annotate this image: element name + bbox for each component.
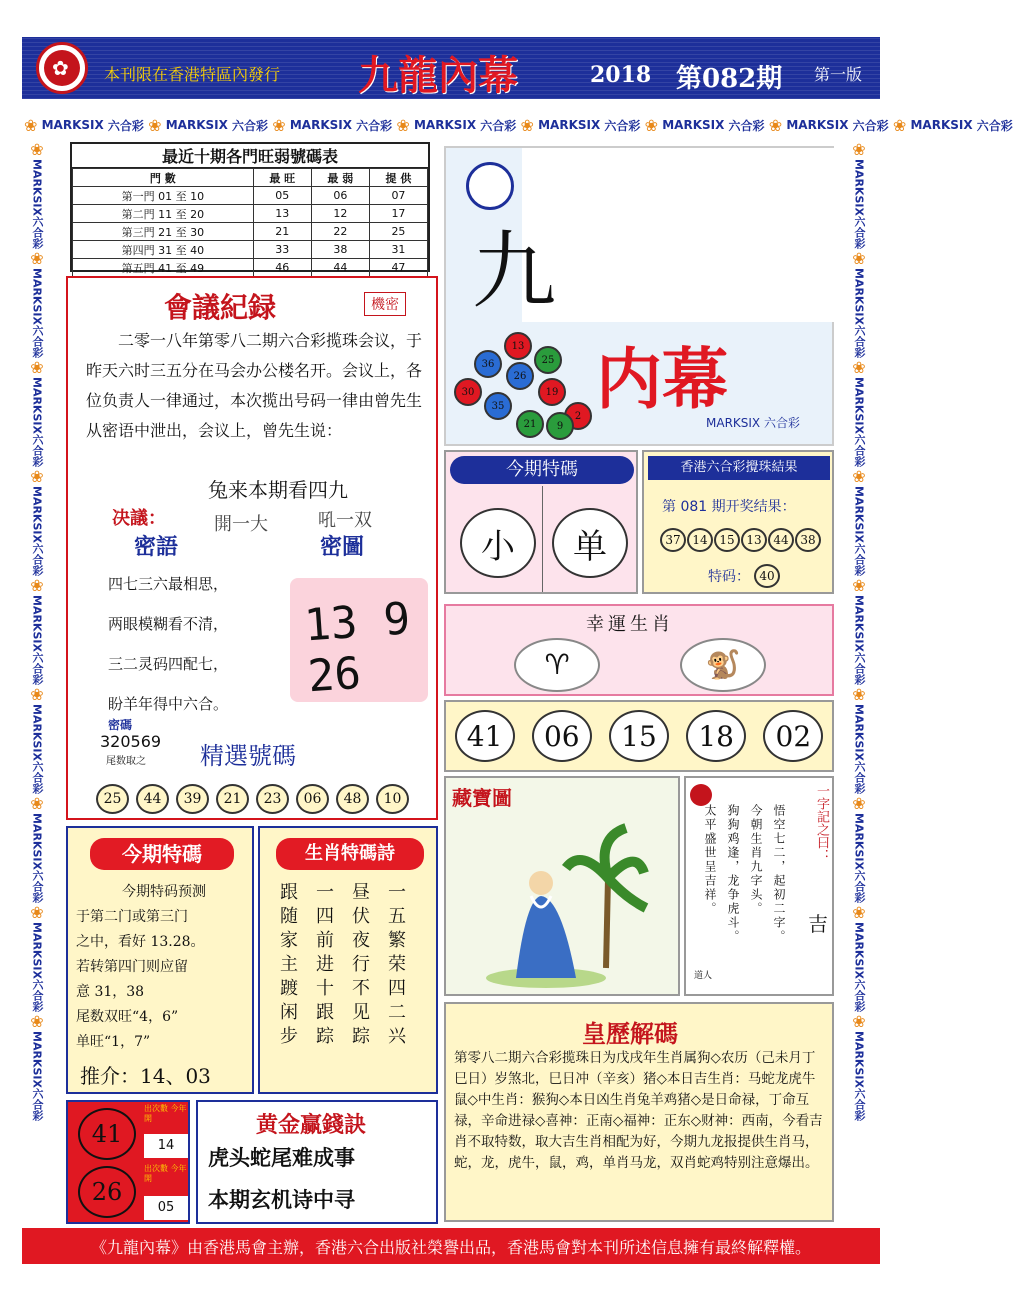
selected-numbers bbox=[96, 784, 409, 814]
special-lines: 今期特码预测 于第二门或第三门 之中，看好 13.28。 若转第四门则应留 意 31，38 尾数双旺“4，6” 单旺“1，7” bbox=[76, 884, 206, 1050]
lucky-numbers-panel bbox=[444, 700, 834, 772]
zodiac-poem-title: 生肖特碼詩 bbox=[276, 838, 424, 870]
gold-number-2: 26 bbox=[78, 1166, 136, 1218]
flower-icon: ❀ bbox=[892, 115, 907, 135]
divider bbox=[542, 486, 543, 592]
cover-panel bbox=[444, 146, 834, 446]
gold-formula-panel bbox=[196, 1100, 438, 1224]
lucky-ball: 18 bbox=[686, 710, 746, 762]
resolution-2: 吼一双 bbox=[318, 510, 372, 531]
gold-labels: 出次數 今年開 bbox=[144, 1104, 188, 1134]
today-special-title: 今期特碼 bbox=[450, 456, 634, 484]
seal-icon bbox=[690, 784, 712, 806]
special-small: 小 bbox=[460, 508, 536, 578]
lucky-ball: 15 bbox=[609, 710, 669, 762]
flower-icon: ❀ bbox=[520, 115, 534, 135]
gold-line-2: 本期玄机诗中寻 bbox=[208, 1188, 355, 1212]
almanac-body: 第零八二期六合彩揽珠日为戊戌年生肖属狗◇农历（己未月丁巳日）岁煞北，巳日冲（辛亥）猪◇本日吉生肖：马蛇龙虎牛鼠◇中生肖：猴狗◇本日凶生肖兔羊鸡猪◇是日命禄，丁命互禄，辛命进禄◇喜神：正南◇福神：正东◇财神：西南，今看吉肖不取特数，取大吉生肖相配为好，今期九龙报提供生肖马，蛇，龙，虎牛，鼠，鸡，单肖马龙，双肖蛇鸡特别注意爆出。 bbox=[454, 1050, 823, 1171]
cover-blank bbox=[522, 148, 834, 322]
meeting-body: 二零一八年第零八二期六合彩揽珠会议，于昨天六时三五分在马会办公楼名开。会议上，各位负责人一律通过，本次揽出号码一律由曾先生从密语中泄出，会议上，曾先生说： bbox=[86, 331, 423, 440]
result-ball: 38 bbox=[795, 528, 821, 552]
code-label: 密碼 bbox=[108, 718, 133, 732]
edition-label: 第一版 bbox=[814, 65, 863, 84]
lottery-ball: 35 bbox=[484, 392, 512, 420]
gold-line-1: 虎头蛇尾难成事 bbox=[208, 1146, 355, 1170]
meeting-record-panel bbox=[66, 276, 438, 820]
flower-icon: ❀ bbox=[644, 115, 659, 135]
zodiac-poem-panel bbox=[258, 826, 438, 1094]
signature: 道人 bbox=[694, 971, 713, 981]
result-special-label: 特码： bbox=[708, 569, 750, 585]
door-numbers-table bbox=[70, 142, 430, 275]
today-special-panel bbox=[444, 450, 638, 594]
column-header: 門 數 bbox=[73, 169, 254, 187]
gold-count-1: 14 bbox=[144, 1134, 188, 1158]
resolution-1: 開一大 bbox=[214, 514, 268, 535]
marksix-strip-top: ❀ MARKSIX 六合彩 ❀ MARKSIX 六合彩 ❀ MARKSIX 六合彩 ❀ MARKSIX 六合彩 ❀ MARKSIX 六合彩 ❀ MARKSIX 六合彩 ❀ MARKSIX 六合彩 ❀ MARKSIX 六合彩 bbox=[24, 115, 1013, 135]
secret-verse: 四七三六最相思， 两眼模糊看不清， 三二灵码四配七， 盼羊年得中六合。 bbox=[108, 575, 229, 713]
one-word-verse: 悟空七二，起初二字。 今朝生肖九字头。 狗狗鸡逢，龙争虎斗。 太平盛世呈吉祥。 bbox=[703, 804, 786, 944]
lucky-ball: 41 bbox=[455, 710, 515, 762]
goat-icon: ♈ bbox=[514, 638, 600, 692]
result-ball: 37 bbox=[660, 528, 686, 552]
result-ball: 14 bbox=[687, 528, 713, 552]
result-numbers bbox=[660, 528, 821, 552]
issue-year: 2018 bbox=[590, 62, 652, 88]
lottery-balls bbox=[454, 332, 594, 442]
distribution-notice: 本刊限在香港特區內發行 bbox=[104, 65, 281, 84]
lottery-ball: 19 bbox=[538, 378, 566, 406]
sage-illustration bbox=[486, 818, 646, 988]
handwritten-numbers: 13 9 26 bbox=[302, 593, 412, 703]
gold-title: 黄金赢錢訣 bbox=[256, 1112, 367, 1138]
table-row: 第二門 11 至 20 13 12 17 bbox=[73, 205, 428, 223]
one-word-panel bbox=[684, 776, 834, 996]
issue-number: 第082期 bbox=[676, 64, 783, 94]
table-row: 第一門 01 至 10 05 06 07 bbox=[73, 187, 428, 205]
almanac-panel bbox=[444, 1002, 834, 1222]
gold-number-1: 41 bbox=[78, 1108, 136, 1160]
flower-icon: ❀ bbox=[768, 115, 783, 135]
lottery-ball: 21 bbox=[516, 410, 544, 438]
secret-chart-label: 密圖 bbox=[320, 535, 365, 560]
flower-icon: ❀ bbox=[396, 115, 410, 135]
column-header: 最 弱 bbox=[311, 169, 369, 187]
lottery-ball: 26 bbox=[506, 362, 534, 390]
lottery-ball: 2 bbox=[564, 402, 592, 430]
flower-icon: ❀ bbox=[148, 115, 162, 135]
treasure-title: 藏寶圖 bbox=[452, 786, 512, 810]
table-row: 第四門 31 至 40 33 38 31 bbox=[73, 241, 428, 259]
lottery-ball: 13 bbox=[504, 332, 532, 360]
result-title: 香港六合彩攪珠結果 bbox=[648, 456, 830, 480]
cover-title-b: 内幕 bbox=[596, 340, 728, 418]
number-ball: 10 bbox=[376, 784, 409, 814]
result-special-ball: 40 bbox=[754, 564, 780, 588]
marksix-strip-left: ❀ MARKSIX 六合彩 ❀ MARKSIX 六合彩 ❀ MARKSIX 六合彩 ❀ MARKSIX 六合彩 ❀ MARKSIX 六合彩 ❀ MARKSIX 六合彩 ❀ MARKSIX 六合彩 ❀ MARKSIX 六合彩 ❀ MARKSIX 六合彩 bbox=[30, 140, 44, 1121]
flower-icon: ❀ bbox=[24, 115, 38, 135]
masthead-title: 九龍內幕 bbox=[358, 52, 518, 99]
lottery-ball: 30 bbox=[454, 378, 482, 406]
one-word-character: 吉 bbox=[808, 912, 828, 936]
meeting-title: 會議紀録 bbox=[164, 291, 277, 324]
number-ball: 48 bbox=[336, 784, 369, 814]
flower-icon: ✿ bbox=[52, 56, 69, 80]
special-odd: 单 bbox=[552, 508, 628, 578]
table-title: 最近十期各門旺弱號碼表 bbox=[72, 144, 428, 168]
number-ball: 44 bbox=[136, 784, 169, 814]
lottery-ball: 9 bbox=[546, 412, 574, 440]
cover-title-a: 九 bbox=[472, 222, 557, 320]
number-ball: 23 bbox=[256, 784, 289, 814]
lucky-zodiac-panel bbox=[444, 604, 834, 696]
footer-disclaimer: 《九龍內幕》由香港馬會主辦，香港六合出版社榮譽出品，香港馬會對本刊所述信息擁有最終解釋權。 bbox=[22, 1228, 880, 1264]
resolution-label: 决議： bbox=[112, 508, 166, 529]
column-header: 提 供 bbox=[369, 169, 427, 187]
selected-numbers-label: 精選號碼 bbox=[200, 742, 296, 770]
almanac-title: 皇歷解碼 bbox=[582, 1019, 678, 1048]
lucky-ball: 06 bbox=[532, 710, 592, 762]
treasure-map-panel bbox=[444, 776, 680, 996]
gold-labels: 出次數 今年開 bbox=[144, 1164, 188, 1194]
number-ball: 25 bbox=[96, 784, 129, 814]
lottery-ball: 36 bbox=[474, 350, 502, 378]
number-ball: 21 bbox=[216, 784, 249, 814]
number-ball: 39 bbox=[176, 784, 209, 814]
result-caption: 第 081 期开奖结果： bbox=[662, 499, 796, 515]
result-ball: 15 bbox=[714, 528, 740, 552]
gold-count-2: 05 bbox=[144, 1196, 188, 1220]
table-row: 第三門 21 至 30 21 22 25 bbox=[73, 223, 428, 241]
lucky-ball: 02 bbox=[763, 710, 823, 762]
one-word-title: 一字記之曰： bbox=[814, 784, 829, 862]
number-ball: 06 bbox=[296, 784, 329, 814]
monkey-icon: 🐒 bbox=[680, 638, 766, 692]
special-recommend: 推介：14、03 bbox=[80, 1064, 211, 1088]
confidential-stamp: 機密 bbox=[364, 292, 406, 316]
zodiac-poem-body: 一五繁荣四二兴 昼伏夜行不见踪 一四前进十跟踪 跟随家主踱闲步 bbox=[277, 882, 406, 1050]
flower-icon: ❀ bbox=[272, 115, 286, 135]
secret-words-label: 密語 bbox=[134, 535, 179, 560]
draw-result-panel bbox=[642, 450, 834, 594]
meeting-quote: 兔来本期看四九 bbox=[208, 478, 348, 502]
jockey-club-icon bbox=[466, 162, 514, 210]
marksix-strip-right: ❀ MARKSIX 六合彩 ❀ MARKSIX 六合彩 ❀ MARKSIX 六合彩 ❀ MARKSIX 六合彩 ❀ MARKSIX 六合彩 ❀ MARKSIX 六合彩 ❀ MARKSIX 六合彩 ❀ MARKSIX 六合彩 ❀ MARKSIX 六合彩 bbox=[852, 140, 866, 1121]
lucky-title: 幸運生肖 bbox=[586, 614, 674, 635]
gold-numbers-panel bbox=[66, 1100, 190, 1224]
code-note: 尾数取之 bbox=[106, 756, 146, 767]
lottery-ball: 25 bbox=[534, 346, 562, 374]
table-row: 第五門 41 至 49 46 44 47 bbox=[73, 259, 428, 277]
result-ball: 13 bbox=[741, 528, 767, 552]
code-value: 320569 bbox=[100, 732, 162, 751]
special-prediction-panel bbox=[66, 826, 254, 1094]
result-ball: 44 bbox=[768, 528, 794, 552]
column-header: 最 旺 bbox=[253, 169, 311, 187]
marksix-logo: MARKSIX 六合彩 bbox=[706, 416, 800, 430]
special-title: 今期特碼 bbox=[90, 838, 234, 870]
